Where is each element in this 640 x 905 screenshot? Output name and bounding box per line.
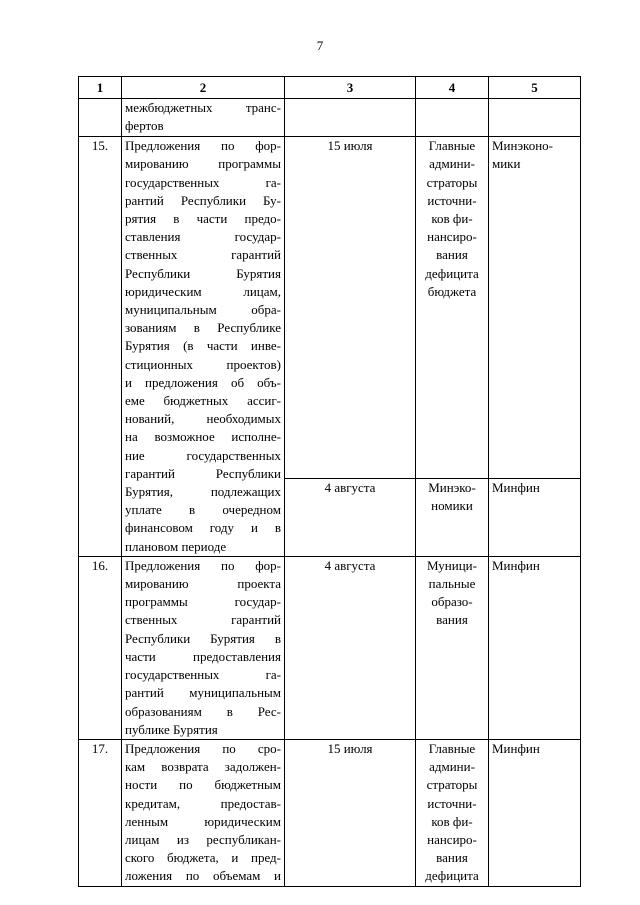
header-cell-2: 2 bbox=[122, 77, 285, 99]
description-line: на возможное исполне- bbox=[125, 429, 281, 445]
responsible-line: Главные bbox=[428, 138, 476, 154]
row-date: 4 августа bbox=[285, 556, 416, 739]
description-line: Предложения по фор- bbox=[125, 138, 281, 154]
responsible-line: пальные bbox=[428, 576, 476, 592]
header-row bbox=[79, 77, 581, 99]
description-line: ленным юридическим bbox=[125, 813, 281, 829]
responsible-line: Минэко- bbox=[428, 480, 476, 496]
description-line: программы государ- bbox=[125, 594, 281, 610]
row-recipient bbox=[489, 137, 581, 479]
cell-description bbox=[122, 99, 285, 137]
description-line: части предоставления bbox=[125, 648, 281, 664]
cell-num bbox=[79, 99, 122, 137]
table-row bbox=[79, 739, 581, 886]
row-number: 17. bbox=[79, 739, 122, 886]
responsible-line: Главные bbox=[428, 740, 476, 756]
responsible-line: нансиро- bbox=[427, 229, 477, 245]
description-line: стиционных проектов) bbox=[125, 356, 281, 372]
description-line: ние государственных bbox=[125, 447, 281, 463]
responsible-line: вания bbox=[436, 247, 468, 263]
row-description bbox=[122, 556, 285, 739]
table-row-continued bbox=[79, 99, 581, 137]
description-line: кредитам, предостав- bbox=[125, 795, 281, 811]
responsible-line: номики bbox=[431, 498, 473, 514]
description-line: ского бюджета, и пред- bbox=[125, 850, 281, 866]
row-responsible bbox=[416, 739, 489, 886]
responsible-line: ков фи- bbox=[431, 813, 473, 829]
description-line: ности по бюджетным bbox=[125, 777, 281, 793]
responsible-line: источни- bbox=[427, 192, 477, 208]
description-line: образованиям в Рес- bbox=[125, 703, 281, 719]
description-line: рятия в части предо- bbox=[125, 211, 281, 227]
description-line: мированию программы bbox=[125, 156, 281, 172]
description-line: ставления государ- bbox=[125, 229, 281, 245]
description-line: плановом периоде bbox=[125, 538, 227, 554]
responsible-line: ков фи- bbox=[431, 211, 473, 227]
description-line: ственных гарантий bbox=[125, 247, 281, 263]
description-line: Предложения по фор- bbox=[125, 557, 281, 573]
description-line: Бурятия, подлежащих bbox=[125, 484, 281, 500]
responsible-line: админи- bbox=[429, 156, 475, 172]
row-recipient bbox=[489, 479, 581, 557]
responsible-line: админи- bbox=[429, 759, 475, 775]
responsible-line: дефицита bbox=[425, 265, 479, 281]
description-line: кам возврата задолжен- bbox=[125, 759, 281, 775]
row-description bbox=[122, 739, 285, 886]
description-line: публике Бурятия bbox=[125, 721, 218, 737]
description-line: юридическим лицам, bbox=[125, 283, 281, 299]
header-cell-3: 3 bbox=[285, 77, 416, 99]
cell-responsible bbox=[416, 99, 489, 137]
row-recipient bbox=[489, 556, 581, 739]
description-line: государственных га- bbox=[125, 174, 281, 190]
cell-date bbox=[285, 99, 416, 137]
row-description bbox=[122, 137, 285, 557]
responsible-line: страторы bbox=[426, 174, 478, 190]
row-number: 16. bbox=[79, 556, 122, 739]
responsible-line: вания bbox=[436, 850, 468, 866]
recipient-line: Минфин bbox=[492, 557, 540, 573]
description-line: Предложения по сро- bbox=[125, 740, 281, 756]
description-line: мированию проекта bbox=[125, 576, 281, 592]
table-row bbox=[79, 137, 581, 479]
responsible-line: бюджета bbox=[427, 283, 477, 299]
responsible-line: дефицита bbox=[425, 868, 479, 884]
row-responsible bbox=[416, 137, 489, 479]
description-line: и предложения об объ- bbox=[125, 374, 281, 390]
description-line: лицам из республикан- bbox=[125, 831, 281, 847]
description-line: государственных га- bbox=[125, 667, 281, 683]
description-line: Республики Бурятия в bbox=[125, 630, 281, 646]
row-responsible bbox=[416, 556, 489, 739]
row-date: 4 августа bbox=[285, 479, 416, 557]
description-line: межбюджетных транс- bbox=[125, 100, 281, 116]
description-line: зованиям в Республике bbox=[125, 320, 281, 336]
description-line: рантий муниципальным bbox=[125, 685, 281, 701]
description-line: Бурятия (в части инве- bbox=[125, 338, 281, 354]
recipient-line: мики bbox=[492, 156, 521, 172]
responsible-line: образо- bbox=[431, 594, 473, 610]
responsible-line: вания bbox=[436, 612, 468, 628]
responsible-line: Муници- bbox=[427, 557, 477, 573]
responsible-line: страторы bbox=[426, 777, 478, 793]
header-cell-5: 5 bbox=[489, 77, 581, 99]
description-line: нований, необходимых bbox=[125, 411, 281, 427]
row-date: 15 июля bbox=[285, 739, 416, 886]
recipient-line: Минфин bbox=[492, 740, 540, 756]
row-number: 15. bbox=[79, 137, 122, 557]
description-line: Республики Бурятия bbox=[125, 265, 281, 281]
description-line: фертов bbox=[125, 118, 164, 134]
recipient-line: Минфин bbox=[492, 480, 540, 496]
description-line: ственных гарантий bbox=[125, 612, 281, 628]
table-row bbox=[79, 556, 581, 739]
schedule-table bbox=[78, 76, 581, 887]
responsible-line: нансиро- bbox=[427, 831, 477, 847]
row-date: 15 июля bbox=[285, 137, 416, 479]
description-line: еме бюджетных ассиг- bbox=[125, 393, 281, 409]
description-line: уплате в очередном bbox=[125, 502, 281, 518]
description-line: рантий Республики Бу- bbox=[125, 192, 281, 208]
recipient-line: Минэконо- bbox=[492, 138, 553, 154]
row-recipient bbox=[489, 739, 581, 886]
cell-recipient bbox=[489, 99, 581, 137]
row-responsible bbox=[416, 479, 489, 557]
responsible-line: источни- bbox=[427, 795, 477, 811]
description-line: гарантий Республики bbox=[125, 465, 281, 481]
description-line: муниципальным обра- bbox=[125, 302, 281, 318]
description-line: ложения по объемам и bbox=[125, 868, 281, 884]
page-number: 7 bbox=[316, 38, 324, 53]
header-cell-4: 4 bbox=[416, 77, 489, 99]
header-cell-1: 1 bbox=[79, 77, 122, 99]
description-line: финансовом году и в bbox=[125, 520, 281, 536]
